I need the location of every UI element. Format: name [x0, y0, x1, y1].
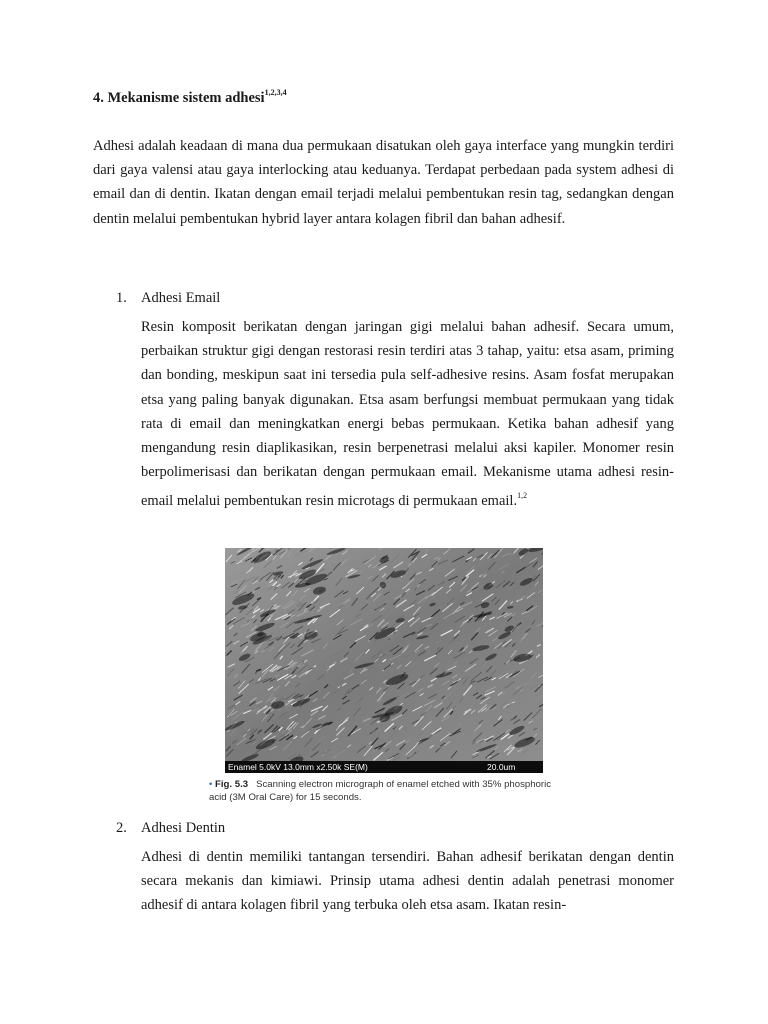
figure-caption [209, 779, 569, 804]
caption-figure-label: Fig. 5.3 [215, 779, 249, 790]
list-number-2: 2. [116, 820, 127, 836]
sem-acquisition-info: Enamel 5.0kV 13.0mm x2.50k SE(M) [228, 762, 368, 772]
section-references: 1,2,3,4 [264, 88, 287, 97]
list-title-adhesi-dentin: Adhesi Dentin [141, 820, 226, 836]
section-title: Mekanisme sistem adhesi [107, 90, 265, 106]
adhesi-email-text: Resin komposit berikatan dengan jaringan gigi melalui bahan adhesif. Secara umum, perbaikan struktur gigi dengan restorasi resin terdiri atas 3 tahap, yaitu: etsa asam, priming dan bonding, meskipun saat ini tersedia pula self-adhesive resins. Asam fosfat merupakan etsa yang paling banyak digunakan. Etsa asam berfungsi membuat permukaan yang tidak rata di email dan meningkatkan energi bebas permukaan. Ketika bahan adhesif yang mengandung resin diaplikasikan, resin berpenetrasi melalui aksi kapiler. Monomer resin berpolimerisasi dan berikatan dengan permukaan email. Mekanisme utama adhesi resin-email melalui pembentukan resin microtags di permukaan email. [141, 319, 674, 510]
section-number: 4. [93, 90, 104, 106]
caption-text: Scanning electron micrograph of enamel etched with 35% phosphoric acid (3M Oral Care) for 15 seconds. [209, 779, 552, 803]
adhesi-dentin-paragraph: Adhesi di dentin memiliki tantangan tersendiri. Bahan adhesif berikatan dengan dentin secara mekanis dan kimiawi. Prinsip utama adhesi dentin adalah penetrasi monomer adhesif di antara kolagen fibril yang terbuka oleh etsa asam. Ikatan resin- [141, 849, 674, 914]
sem-micrograph-image [225, 548, 543, 761]
sem-info-bar [225, 761, 543, 773]
section-heading [93, 88, 287, 107]
enamel-micrograph-figure [225, 548, 543, 773]
list-number-1: 1. [116, 290, 127, 306]
adhesi-email-paragraph [141, 315, 674, 514]
intro-paragraph: Adhesi adalah keadaan di mana dua permukaan disatukan oleh gaya interface yang mungkin terdiri dari gaya valensi atau gaya interlocking atau keduanya. Terdapat perbedaan pada system adhesi di email dan di dentin. Ikatan dengan email terjadi melalui pembentukan resin tag, sedangkan dengan dentin melalui pembentukan hybrid layer antara kolagen fibril dan bahan adhesif. [93, 138, 674, 227]
sem-scale-label: 20.0um [487, 762, 516, 772]
caption-bullet: • [209, 779, 213, 790]
list-title-adhesi-email: Adhesi Email [141, 290, 221, 306]
adhesi-email-references: 1,2 [517, 491, 528, 501]
